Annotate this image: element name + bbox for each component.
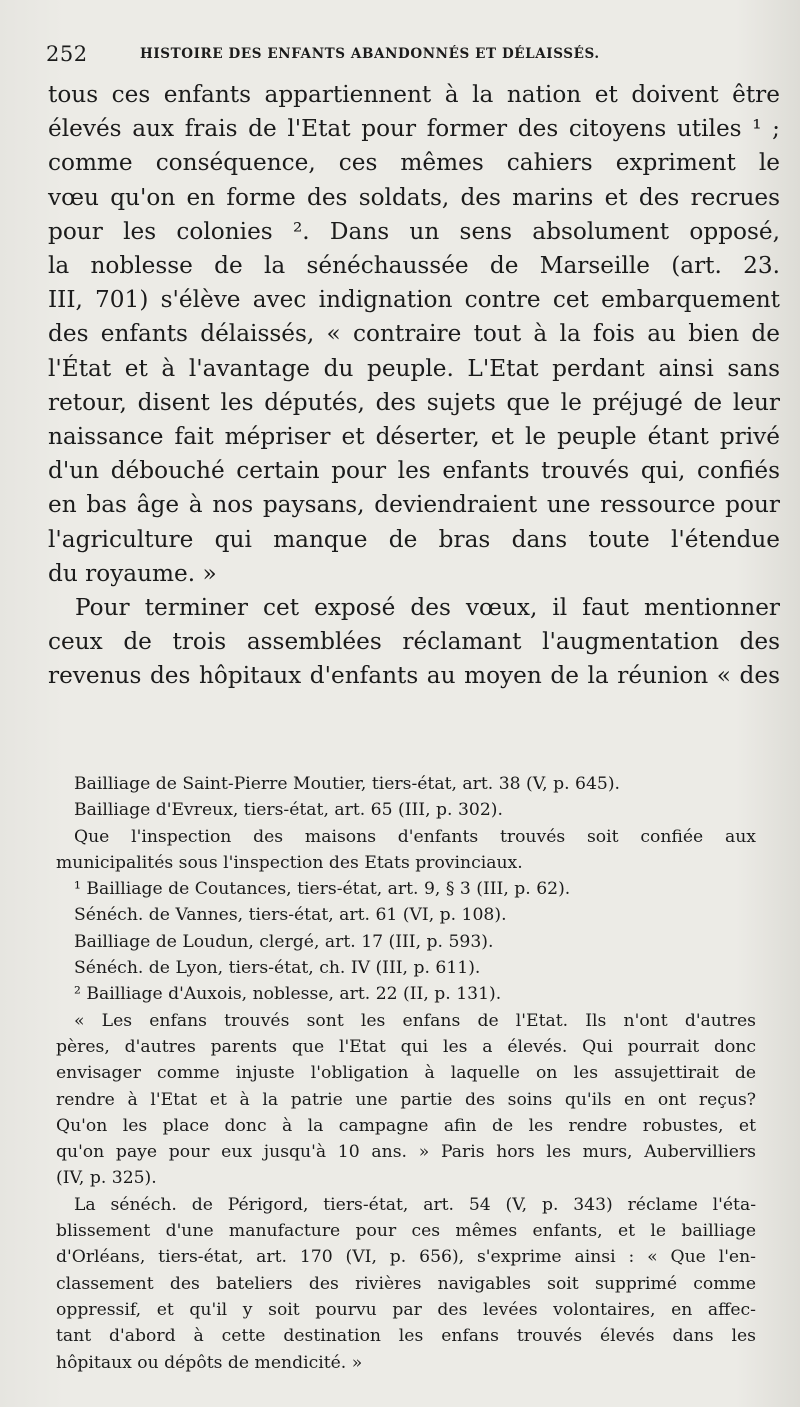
text-line: tous ces enfants appartiennent à la nation et doivent être <box>48 81 780 108</box>
page-number: 252 <box>46 42 88 66</box>
footnote-line: blissement d'une manufacture pour ces mêmes enfants, et le bailliage <box>56 1221 756 1242</box>
footnote-line: Sénéch. de Vannes, tiers-état, art. 61 (VI, p. 108). <box>74 905 507 926</box>
text-line: pour les colonies ². Dans un sens absolument opposé, <box>48 217 780 245</box>
footnote-line: Sénéch. de Lyon, tiers-état, ch. IV (III, p. 611). <box>74 958 481 979</box>
main-text <box>48 78 780 694</box>
text-line: revenus des hôpitaux d'enfants au moyen de la réunion « des <box>48 662 780 690</box>
text-line: comme conséquence, ces mêmes cahiers expriment le <box>48 149 780 177</box>
page-header <box>46 40 776 70</box>
footnote-line: « Les enfans trouvés sont les enfans de l'Etat. Ils n'ont d'autres <box>74 1010 756 1031</box>
footnote-line: ² Bailliage d'Auxois, noblesse, art. 22 (II, p. 131). <box>74 984 502 1005</box>
text-line: vœu qu'on en forme des soldats, des marins et des recrues <box>48 183 780 211</box>
footnote-line: oppressif, et qu'il y soit pourvu par des levées volontaires, en affec- <box>56 1299 756 1320</box>
footnote-line: qu'on paye pour eux jusqu'à 10 ans. » Paris hors les murs, Aubervilliers <box>56 1142 756 1163</box>
footnote-line: Que l'inspection des maisons d'enfants trouvés soit confiée aux <box>74 826 756 847</box>
footnote-line: (IV, p. 325). <box>56 1168 157 1189</box>
footnote-line: ¹ Bailliage de Coutances, tiers-état, art. 9, § 3 (III, p. 62). <box>74 879 571 900</box>
footnote-line: tant d'abord à cette destination les enfans trouvés élevés dans les <box>56 1326 756 1347</box>
footnote-line: Qu'on les place donc à la campagne afin de les rendre robustes, et <box>56 1115 756 1136</box>
text-line: la noblesse de la sénéchaussée de Marseille (art. 23. <box>48 252 780 280</box>
footnote-line: d'Orléans, tiers-état, art. 170 (VI, p. 656), s'exprime ainsi : « Que l'en- <box>56 1247 756 1268</box>
text-line: l'État et à l'avantage du peuple. L'Etat perdant ainsi sans <box>48 354 780 382</box>
text-line: d'un débouché certain pour les enfants trouvés qui, confiés <box>48 457 780 485</box>
running-title: HISTOIRE DES ENFANTS ABANDONNÉS ET DÉLAISSÉS. <box>140 46 600 62</box>
footnote-line: envisager comme injuste l'obligation à laquelle on les assujettirait de <box>56 1063 756 1084</box>
footnote-line: Bailliage d'Evreux, tiers-état, art. 65 (III, p. 302). <box>74 800 503 821</box>
text-line: des enfants délaissés, « contraire tout à la fois au bien de <box>48 320 780 348</box>
footnote-line: hôpitaux ou dépôts de mendicité. » <box>56 1352 363 1373</box>
text-line: III, 701) s'élève avec indignation contre cet embarquement <box>48 286 780 314</box>
footnotes <box>56 771 756 1376</box>
footnote-line: municipalités sous l'inspection des Etats provinciaux. <box>56 852 523 873</box>
footnote-line: Bailliage de Saint-Pierre Moutier, tiers-état, art. 38 (V, p. 645). <box>74 774 620 794</box>
text-line: en bas âge à nos paysans, deviendraient une ressource pour <box>48 491 780 519</box>
text-line: élevés aux frais de l'Etat pour former des citoyens utiles ¹ ; <box>48 115 780 143</box>
text-line: retour, disent les députés, des sujets que le préjugé de leur <box>48 388 780 416</box>
text-line: l'agriculture qui manque de bras dans toute l'étendue <box>48 525 780 553</box>
footnote-line: pères, d'autres parents que l'Etat qui les a élevés. Qui pourrait donc <box>56 1036 756 1057</box>
footnote-line: Bailliage de Loudun, clergé, art. 17 (III, p. 593). <box>74 931 494 952</box>
text-line: du royaume. » <box>48 559 217 587</box>
text-line: naissance fait mépriser et déserter, et le peuple étant privé <box>48 423 780 451</box>
footnote-line: La sénéch. de Périgord, tiers-état, art. 54 (V, p. 343) réclame l'éta- <box>74 1194 756 1215</box>
text-line: Pour terminer cet exposé des vœux, il faut mentionner <box>75 594 780 622</box>
footnote-line: classement des bateliers des rivières navigables soit supprimé comme <box>56 1273 756 1294</box>
footnote-line: rendre à l'Etat et à la patrie une partie des soins qu'ils en ont reçus? <box>56 1089 756 1110</box>
text-line: ceux de trois assemblées réclamant l'augmentation des <box>48 628 780 656</box>
